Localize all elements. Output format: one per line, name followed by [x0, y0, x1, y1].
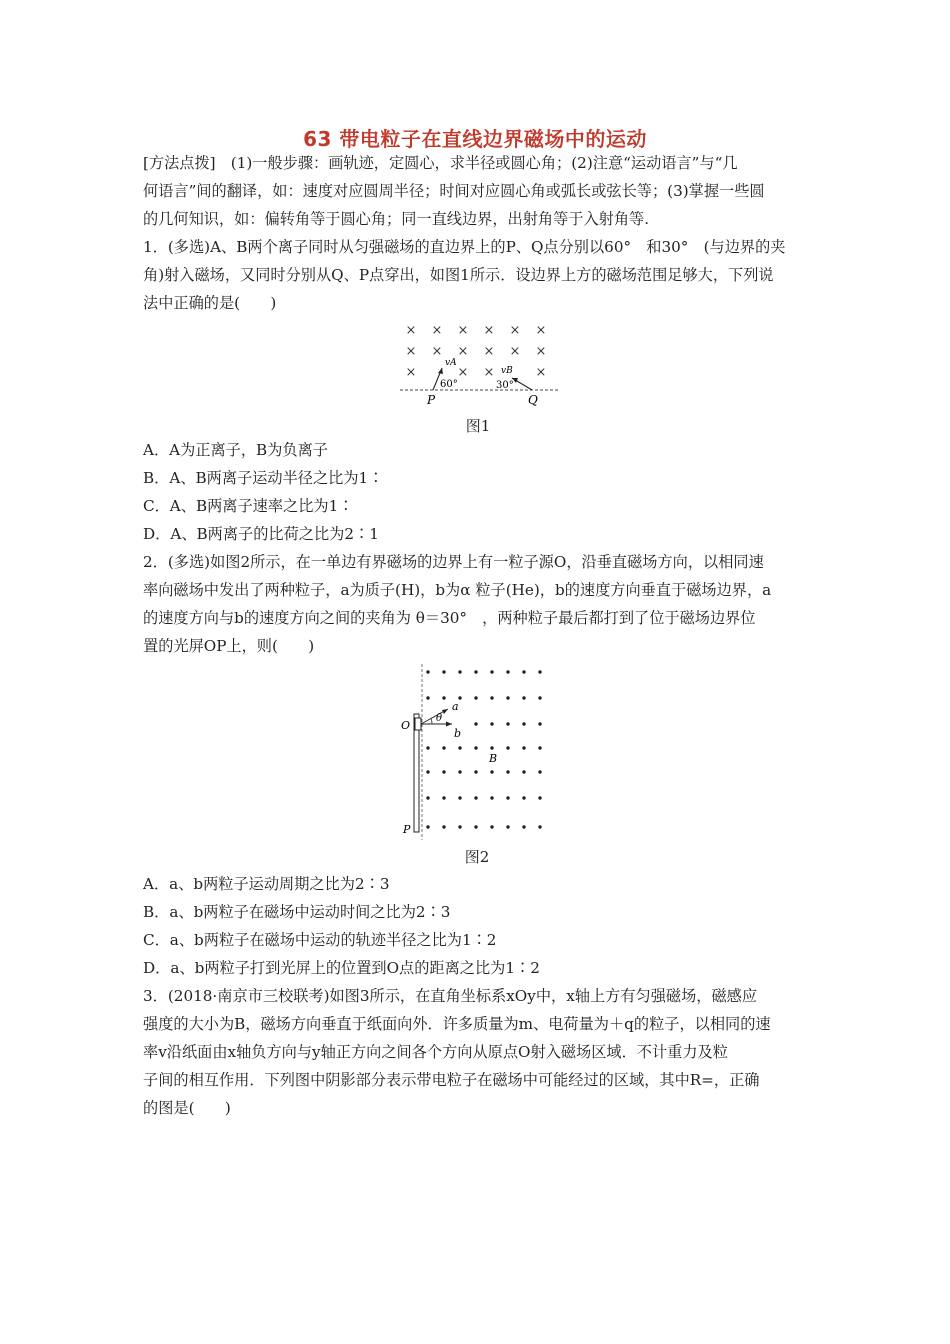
magnetic-field-into-page: [406, 323, 547, 380]
page-title: 63 带电粒子在直线边界磁场中的运动: [303, 127, 647, 151]
question-3-line-1: 3．(2018·南京市三校联考)如图3所示，在直角坐标系xOy中，x轴上方有匀强磁场，磁感应: [143, 987, 758, 1005]
field-cross: ×: [405, 344, 417, 359]
method-tip-line-3: 的几何知识，如：偏转角等于圆心角；同一直线边界，出射角等于入射角等.: [143, 210, 650, 228]
light-screen-op: [414, 714, 419, 832]
field-cross: ×: [431, 323, 443, 338]
label-vB: vB: [501, 366, 513, 376]
question-2-option-a: A．a、b两粒子运动周期之比为2∶3: [143, 875, 390, 893]
question-1-option-d: D．A、B两离子的比荷之比为2∶1: [143, 525, 379, 543]
label-theta: θ: [436, 713, 443, 724]
particle-source: [415, 718, 421, 730]
question-2-option-b: B．a、b两粒子在磁场中运动时间之比为2∶3: [143, 903, 451, 921]
field-cross: ×: [457, 344, 469, 359]
figure-1-caption: 图1: [465, 417, 491, 435]
field-cross: ×: [405, 365, 417, 380]
field-cross: ×: [509, 344, 521, 359]
label-b: b: [454, 727, 462, 740]
label-vA: vA: [445, 358, 457, 368]
label-O: O: [401, 719, 411, 732]
question-2-line-1: 2．(多选)如图2所示，在一单边有界磁场的边界上有一粒子源O，沿垂直磁场方向，以相同速: [143, 553, 764, 571]
label-B: B: [489, 752, 498, 765]
label-Q: Q: [528, 393, 538, 407]
question-3-line-4: 子间的相互作用．下列图中阴影部分表示带电粒子在磁场中可能经过的区域，其中R=，正确: [143, 1071, 760, 1089]
label-a: a: [452, 700, 459, 713]
angle-30: 30°: [496, 380, 514, 391]
field-cross: ×: [483, 323, 495, 338]
field-cross: ×: [535, 344, 547, 359]
method-tip-line-2: 何语言”间的翻译，如：速度对应圆周半径；时间对应圆心角或弧长或弦长等；(3)掌握一些圆: [143, 182, 765, 200]
question-2-option-c: C．a、b两粒子在磁场中运动的轨迹半径之比为1∶2: [143, 931, 497, 949]
question-2-line-4: 置的光屏OP上，则( ): [143, 637, 315, 655]
question-3-line-3: 率v沿纸面由x轴负方向与y轴正方向之间各个方向从原点O射入磁场区域．不计重力及粒: [143, 1043, 728, 1061]
question-3-line-5: 的图是( ): [143, 1099, 231, 1117]
method-tip-line-1: [方法点拨] (1)一般步骤：画轨迹，定圆心，求半径或圆心角；(2)注意“运动语言”与“几: [143, 154, 738, 172]
field-cross: ×: [457, 323, 469, 338]
field-cross: ×: [431, 344, 443, 359]
angle-60: 60°: [440, 379, 458, 390]
field-cross: ×: [535, 323, 547, 338]
figure-2-caption: 图2: [464, 848, 490, 866]
question-2-option-d: D．a、b两粒子打到光屏上的位置到O点的距离之比为1∶2: [143, 959, 540, 977]
question-2-line-2: 率向磁场中发出了两种粒子，a为质子(H)，b为α 粒子(He)，b的速度方向垂直于磁场边界，a: [143, 581, 772, 599]
magnetic-field-out-of-page: [426, 670, 541, 828]
field-cross: ×: [457, 365, 469, 380]
question-1-line-1: 1．(多选)A、B两个离子同时从匀强磁场的直边界上的P、Q点分别以60° 和30° (与边界的夹: [143, 238, 786, 256]
figure-2-diagram: [400, 662, 550, 842]
figure-1-diagram: [395, 318, 565, 408]
field-cross: ×: [509, 323, 521, 338]
field-cross: ×: [483, 365, 495, 380]
question-1-line-2: 角)射入磁场，又同时分别从Q、P点穿出，如图1所示．设边界上方的磁场范围足够大，下列说: [143, 266, 774, 284]
question-3-line-2: 强度的大小为B，磁场方向垂直于纸面向外．许多质量为m、电荷量为＋q的粒子，以相同的速: [143, 1015, 771, 1033]
question-1-option-c: C．A、B两离子速率之比为1∶: [143, 497, 354, 515]
label-P: P: [403, 823, 411, 836]
field-cross: ×: [405, 323, 417, 338]
field-cross: ×: [483, 344, 495, 359]
question-1-line-3: 法中正确的是( ): [143, 294, 277, 312]
field-cross: ×: [535, 365, 547, 380]
question-2-line-3: 的速度方向与b的速度方向之间的夹角为 θ＝30° ，两种粒子最后都打到了位于磁场边界位: [143, 609, 756, 627]
question-1-option-a: A．A为正离子，B为负离子: [143, 441, 328, 459]
label-P: P: [427, 393, 436, 407]
question-1-option-b: B．A、B两离子运动半径之比为1∶: [143, 469, 384, 487]
